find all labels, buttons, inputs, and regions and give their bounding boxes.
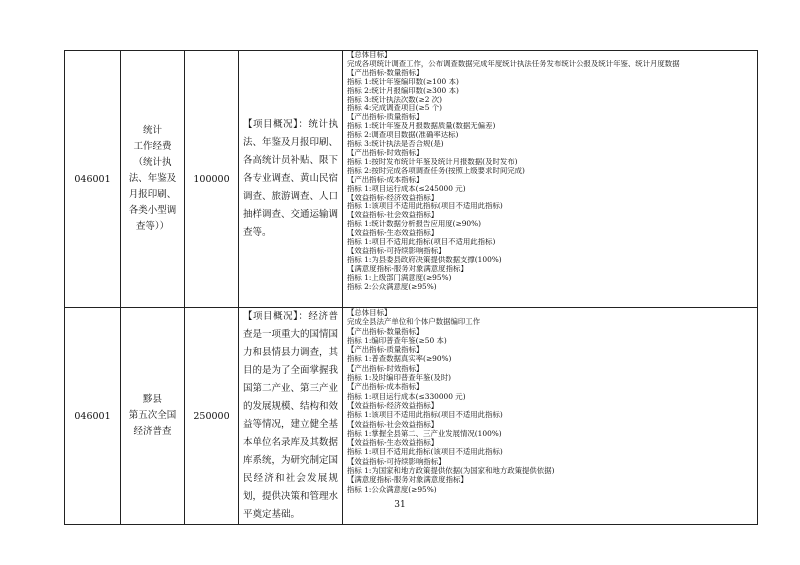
project-name-line: 经济普查 — [133, 426, 172, 437]
amount-cell: 100000 — [185, 51, 239, 308]
project-summary-cell: 【项目概况】：经济普查是一项重大的国情国力和县情县力调查，其目的是为了全面掌握我国第二产业、第三产业的发展规模、结构和效益等情况，建立健全基本单位名录库及其数据库系统，为研究制定国民经济和社会发展规划，提供决策和管理水平奠定基础。 — [239, 308, 343, 525]
target-line: 指标 2:调查项目数据(准确率达标) — [347, 131, 459, 140]
project-name-cell — [121, 51, 185, 308]
target-line: 指标 1:该项目不适用此指标(项目不适用此指标) — [347, 410, 503, 420]
target-line: 指标 2:按时完成各项调查任务(按照上级要求时间完成) — [347, 166, 525, 175]
target-line: 【产出指标-时效指标】 — [347, 148, 424, 157]
performance-target-cell — [343, 51, 758, 308]
project-name-line: 统计 — [142, 125, 162, 136]
project-name-line: 第五次全国 — [128, 410, 177, 421]
target-line: 指标 1:按时发布统计年鉴及统计月报数据(及时发布) — [347, 157, 518, 166]
target-line: 指标 1:项目不适用此指标(该项目不适用此指标) — [347, 447, 503, 457]
target-line: 指标 1:上级部门满意度(≥95%) — [347, 273, 452, 282]
target-line: 【产出指标-质量指标】 — [347, 345, 424, 355]
amount-cell: 250000 — [185, 308, 239, 525]
target-line: 指标 1:及时编印普查年鉴(及时) — [347, 373, 451, 383]
target-line: 【效益指标-可持续影响指标】 — [347, 456, 446, 466]
target-line: 【总体目标】 — [347, 51, 392, 59]
target-line: 【满意度指标-服务对象满意度指标】 — [347, 475, 468, 485]
project-name-line: （统计执 — [133, 157, 172, 168]
table-row — [65, 51, 758, 308]
target-line: 指标 1:为国家和地方政策提供依据(为国家和地方政策提供依据) — [347, 466, 555, 476]
target-line: 指标 3:统计执法次数(≥2 次) — [347, 95, 443, 104]
target-line: 指标 1:统计年鉴编印数(≥100 本) — [347, 77, 459, 86]
target-line: 指标 4:完成调查项目(≥5 个) — [347, 104, 443, 113]
target-line: 【产出指标-成本指标】 — [347, 175, 424, 184]
target-line: 完成各项统计调查工作，公布调查数据完成年度统计执法任务发布统计公报及统计年鉴、统计月度数据 — [347, 59, 680, 68]
target-line: 指标 1:为县委县政府决策提供数据支撑(100%) — [347, 255, 502, 264]
project-name-line: 法、年鉴及 — [128, 173, 177, 184]
project-name-line: 月报印刷、 — [128, 189, 177, 200]
target-line: 指标 1:普查数据真实率(≥90%) — [347, 354, 452, 364]
target-line: 指标 1:掌握全县第二、三产业发展情况(100%) — [347, 428, 502, 438]
target-line: 指标 1:统计年鉴及月报数据质量(数据无偏差) — [347, 122, 496, 131]
target-line: 【产出指标-时效指标】 — [347, 363, 424, 373]
target-line: 指标 1:项目不适用此指标(项目不适用此指标) — [347, 238, 496, 247]
function-code-cell: 046001 — [65, 51, 121, 308]
table-row — [65, 308, 758, 525]
target-line: 【效益指标-经济效益指标】 — [347, 400, 439, 410]
target-line: 指标 1:编印普查年鉴(≥50 本) — [347, 335, 447, 345]
function-code-cell: 046001 — [65, 308, 121, 525]
target-line: 【产出指标-数量指标】 — [347, 326, 424, 336]
target-line: 【效益指标-生态效益指标】 — [347, 438, 439, 448]
target-line: 【满意度指标-服务对象满意度指标】 — [347, 264, 468, 273]
target-line: 指标 1:该项目不适用此指标(项目不适用此指标) — [347, 202, 503, 211]
page-number: 31 — [394, 500, 406, 510]
target-line: 【效益指标-生态效益指标】 — [347, 229, 439, 238]
target-line: 【效益指标-可持续影响指标】 — [347, 246, 446, 255]
target-line: 【效益指标-社会效益指标】 — [347, 419, 439, 429]
target-line: 指标 1:项目运行成本(≤245000 元) — [347, 184, 466, 193]
target-line: 【产出指标-数量指标】 — [347, 68, 424, 77]
target-line: 【产出指标-成本指标】 — [347, 382, 424, 392]
target-line: 【效益指标-社会效益指标】 — [347, 211, 439, 220]
target-line: 完成全县法产单位和个体户数据编印工作 — [347, 317, 481, 327]
target-line: 指标 1:项目运行成本(≤330000 元) — [347, 391, 466, 401]
budget-table — [64, 50, 758, 525]
project-name-line: 黟县 — [142, 394, 162, 405]
target-line: 【效益指标-经济效益指标】 — [347, 193, 439, 202]
project-name-line: 工作经费 — [133, 141, 172, 152]
project-summary-cell: 【项目概况】：统计执法、年鉴及月报印刷、各高统计员补贴、限下各专业调查、黄山民宿调查、旅游调查、人口抽样调查、交通运输调查等。 — [239, 51, 343, 308]
target-line: 指标 3:统计执法是否合规(是) — [347, 140, 444, 149]
target-line: 【产出指标-质量指标】 — [347, 113, 424, 122]
performance-target-cell — [343, 308, 758, 525]
project-name-cell — [121, 308, 185, 525]
target-line: 指标 1:公众满意度(≥95%) — [347, 484, 437, 494]
target-line: 指标 2:统计月报编印数(≥300 本) — [347, 86, 459, 95]
project-name-line: 查等）） — [135, 221, 170, 232]
target-line: 指标 1:统计数据分析报告应用度(≥90%) — [347, 220, 482, 229]
target-line: 【总体目标】 — [347, 308, 392, 317]
project-name-line: 各类小型调 — [128, 205, 177, 216]
target-line: 指标 2:公众满意度(≥95%) — [347, 282, 437, 291]
